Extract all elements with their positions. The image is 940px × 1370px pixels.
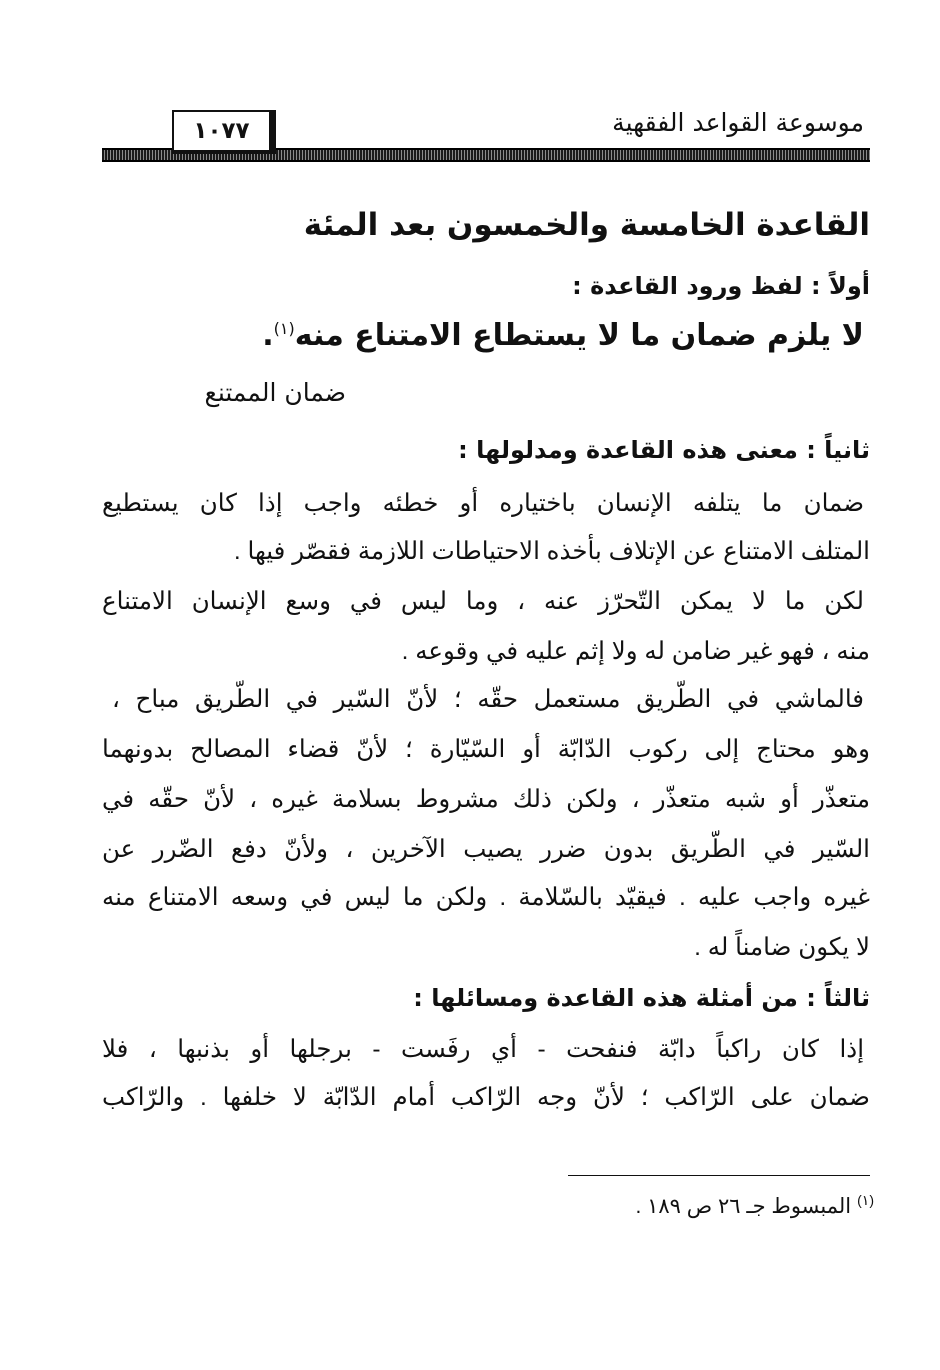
paragraph-line: لكن ما لا يمكن التّحرّز عنه ، وما ليس في وسع الإنسان الامتناع bbox=[102, 588, 864, 615]
paragraph-line: فالماشي في الطّريق مستعمل حقّه ؛ لأنّ السّير في الطّريق مباح ، bbox=[112, 686, 864, 713]
paragraph-line: إذا كان راكباً دابّة فنفحت - أي رفَست - برجلها أو بذنبها ، فلا bbox=[102, 1036, 864, 1063]
footnote-1 bbox=[635, 1192, 874, 1219]
handwritten-note: ضمان الممتنع bbox=[204, 378, 346, 407]
paragraph-line: السّير في الطّريق بدون ضرر يصيب الآخرين ، ولأنّ دفع الضّرر عن bbox=[102, 836, 870, 863]
paragraph-line: وهو محتاج إلى ركوب الدّابّة أو السّيّارة ؛ لأنّ قضاء المصالح بدونهما bbox=[102, 736, 870, 763]
footnote-text: المبسوط جـ ٢٦ ص ١٨٩ . bbox=[635, 1195, 852, 1218]
footnote-separator bbox=[568, 1175, 870, 1176]
paragraph-line: المتلف الامتناع عن الإتلاف بأخذه الاحتياطات اللازمة فقصّر فيها . bbox=[233, 538, 870, 565]
footnote-marker: (١) bbox=[857, 1192, 874, 1208]
paragraph-line: منه ، فهو غير ضامن له ولا إثم عليه في وقوعه . bbox=[401, 638, 870, 665]
paragraph-line: متعذّر أو شبه متعذّر ، ولكن ذلك مشروط بسلامة غيره ، لأنّ حقّه في bbox=[102, 786, 870, 813]
section-heading-wording: أولاً : لفظ ورود القاعدة : bbox=[572, 272, 870, 300]
rule-title: القاعدة الخامسة والخمسون بعد المئة bbox=[303, 207, 870, 243]
page-number: ١٠٧٧ bbox=[172, 110, 276, 154]
footnote-ref-marker: (١) bbox=[273, 319, 295, 338]
book-title: موسوعة القواعد الفقهية bbox=[612, 108, 864, 137]
rule-statement bbox=[262, 318, 864, 353]
paragraph-line: ضمان ما يتلفه الإنسان باختياره أو خطئه واجب إذا كان يستطيع bbox=[102, 490, 864, 517]
rule-statement-text: لا يلزم ضمان ما لا يستطاع الامتناع منه bbox=[294, 318, 864, 353]
rule-statement-period: . bbox=[262, 318, 274, 353]
section-heading-meaning: ثانياً : معنى هذه القاعدة ومدلولها : bbox=[458, 436, 870, 464]
paragraph-line: غيره واجب عليه . فيقيّد بالسّلامة . ولكن ما ليس في وسعه الامتناع منه bbox=[102, 884, 870, 911]
paragraph-line: ضمان على الرّاكب ؛ لأنّ وجه الرّاكب أمام الدّابّة لا خلفها . والرّاكب bbox=[102, 1084, 870, 1111]
section-heading-examples: ثالثاً : من أمثلة هذه القاعدة ومسائلها : bbox=[413, 984, 870, 1012]
paragraph-line: لا يكون ضامناً له . bbox=[694, 934, 870, 961]
